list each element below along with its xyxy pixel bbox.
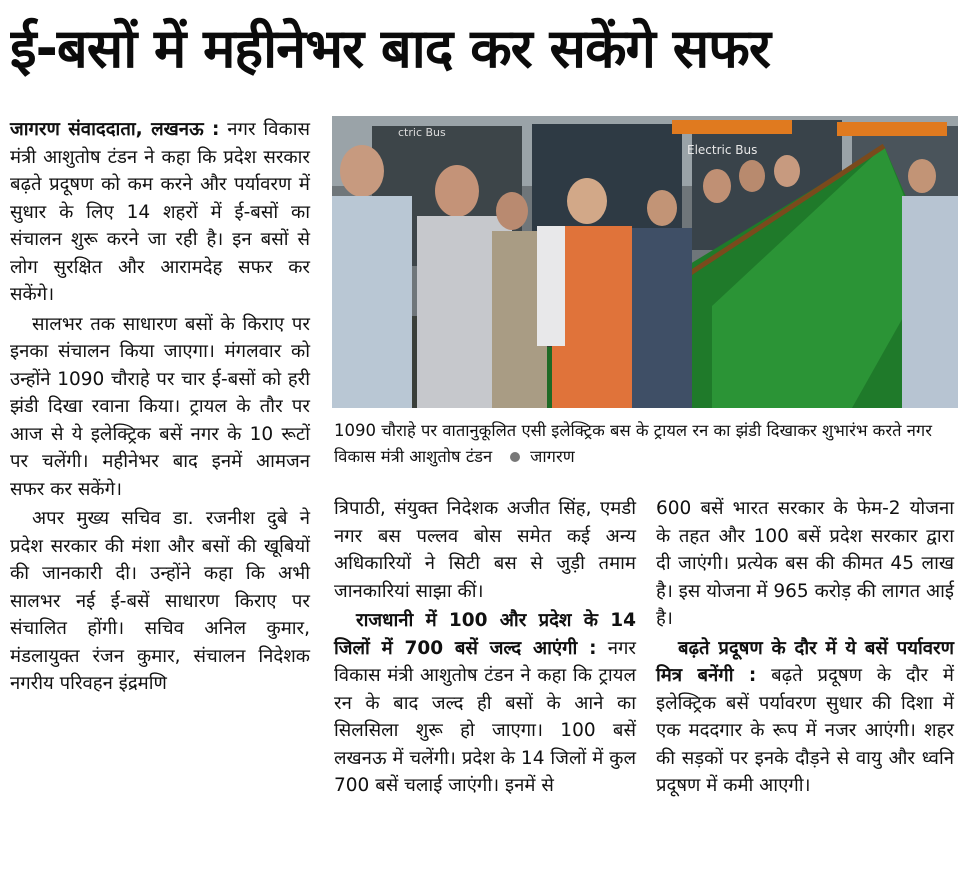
paragraph-2: सालभर तक साधारण बसों के किराए पर इनका संचालन किया जाएगा। मंगलवार को उन्होंने 1090 चौराहे पर चार ई-बसों को हरी झंडी दिखा रवाना किया। ट्रायल के तौर पर आज से ये इलेक्ट्रिक बसें नगर के 10 रूटों पर चलेंगी। महीनेभर बाद इनमें आमजन सफर कर सकेंगे। [10, 313, 310, 500]
caption-credit: जागरण [530, 447, 575, 466]
headline: ई-बसों में महीनेभर बाद कर सकेंगे सफर [10, 17, 770, 80]
caption-text: 1090 चौराहे पर वातानुकूलित एसी इलेक्ट्रिक बस के ट्रायल रन का झंडी दिखाकर शुभारंभ करते नगर विकास मंत्री आशुतोष टंडन [334, 421, 932, 466]
paragraph-3: अपर मुख्य सचिव डा. रजनीश दुबे ने प्रदेश सरकार की मंशा और बसों की खूबियों की जानकारी दी। उन्होंने कहा कि अभी सालभर नई ई-बसें साधारण किराए पर संचालित होंगी। सचिव अनिल कुमार, मंडलायुक्त रंजन कुमार, संचालन निदेशक नगरीय परिवहन इंद्रमणि [10, 508, 310, 694]
paragraph-1-text: नगर विकास मंत्री आशुतोष टंडन ने कहा कि प्रदेश सरकार बढ़ते प्रदूषण को कम करने और पर्यावरण में सुधार के लिए 14 शहरों में ई-बसों का संचालन शुरू करने जा रही है। इन बसों से लोग सुरक्षित और आरामदेह सफर कर सकेंगे। [10, 119, 310, 305]
paragraph-4: त्रिपाठी, संयुक्त निदेशक अजीत सिंह, एमडी नगर बस पल्लव बोस समेत कई अन्य अधिकारियों ने सिटी बस से जुड़ी तमाम जानकारियां साझा कीं। [334, 498, 636, 602]
flag-off-ceremony-image [332, 116, 958, 408]
paragraph-7 [656, 635, 954, 800]
news-photo [332, 116, 958, 408]
article-column-2 [334, 495, 636, 802]
paragraph-5-text: नगर विकास मंत्री आशुतोष टंडन ने कहा कि ट्रायल रन के बाद जल्द ही बसों के आने का सिलसिला शुरू हो जाएगा। 100 बसें लखनऊ में चलेंगी। प्रदेश के 14 जिलों में कुल 700 बसें चलाई जाएंगी। इनमें से [334, 637, 636, 796]
bus-sign-2: ctric Bus [398, 126, 446, 139]
paragraph-5 [334, 607, 636, 800]
article-column-3 [656, 495, 954, 802]
bus-sign-1: Electric Bus [687, 143, 758, 157]
photo-caption [334, 418, 954, 470]
paragraph-7-text: बढ़ते प्रदूषण के दौर में इलेक्ट्रिक बसें पर्यावरण सुधार की दिशा में एक मददगार के रूप में नजर आएंगी। शहर की सड़कों पर इनके दौड़ने से वायु और ध्वनि प्रदूषण में कमी आएगी। [656, 665, 954, 796]
paragraph-1 [10, 116, 310, 309]
byline: जागरण संवाददाता, लखनऊ : [10, 119, 220, 140]
subheading-2: बढ़ते प्रदूषण के दौर में ये बसें पर्यावरण मित्र बनेंगी : [656, 637, 954, 686]
paragraph-6: 600 बसें भारत सरकार के फेम-2 योजना के तहत और 100 बसें प्रदेश सरकार द्वारा दी जाएंगी। प्रत्येक बस की कीमत 45 लाख है। इस योजना में 965 करोड़ की लागत आई है। [656, 498, 954, 629]
subheading-1: राजधानी में 100 और प्रदेश के 14 जिलों में 700 बसें जल्द आएंगी : [334, 610, 636, 659]
bullet-icon [510, 452, 520, 462]
article-column-1 [10, 116, 310, 700]
